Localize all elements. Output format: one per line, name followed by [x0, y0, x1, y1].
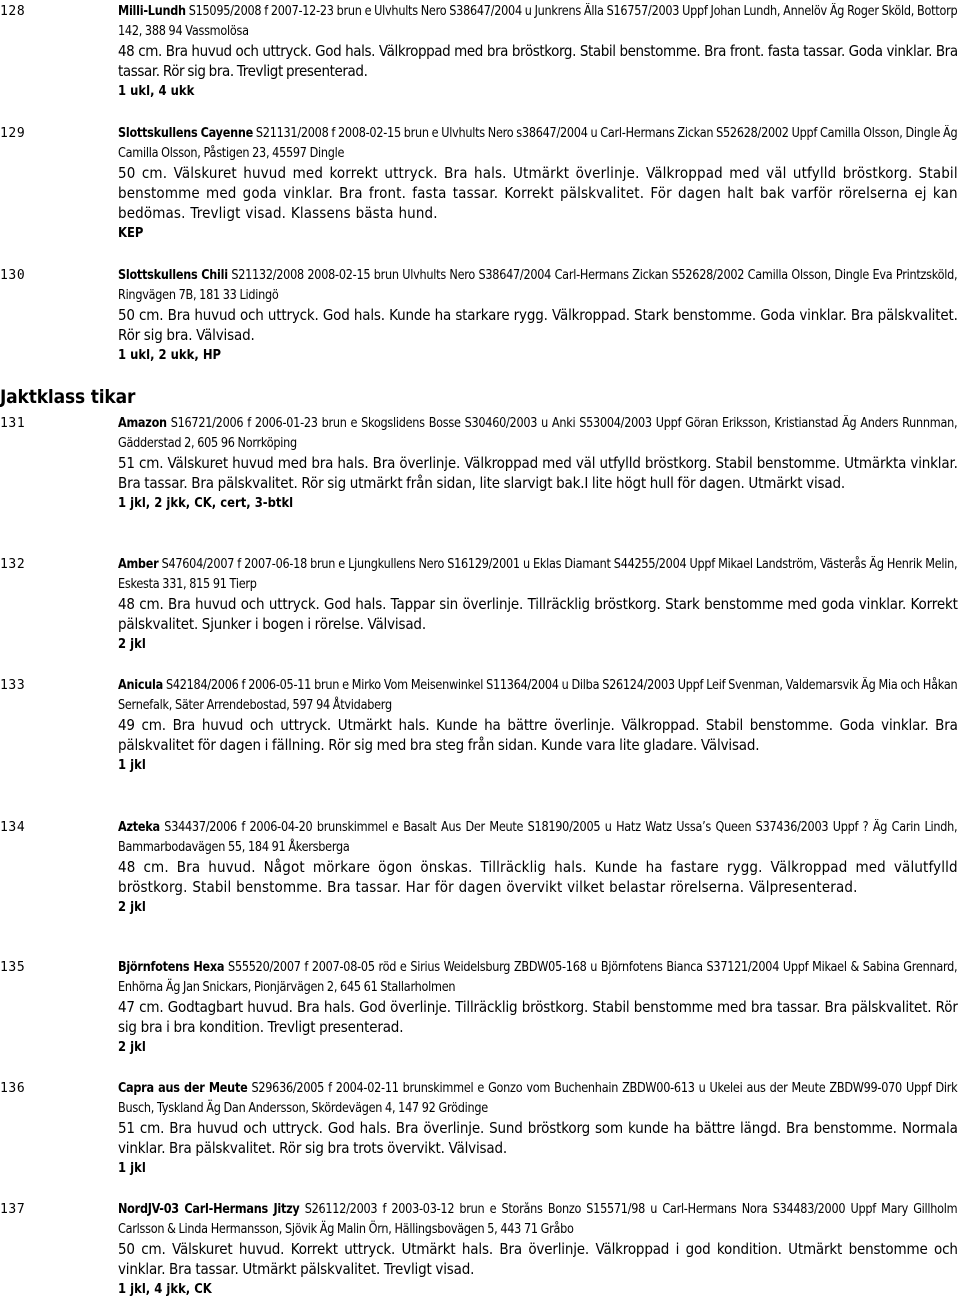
dog-name: Björnfotens Hexa	[118, 960, 225, 975]
dog-result: 1 ukl, 4 ukk	[118, 83, 195, 99]
dog-result: 1 jkl, 4 jkk, CK	[118, 1281, 212, 1297]
dog-details: S42184/2006 f 2006-05-11 brun e Mirko Vom Meisenwinkel S11364/2004 u Dilba S26124/2003 Uppf Leif Svenman, Valdemarsvik Äg Mia och Håkan Sernefalk, Säter Arrendebostad, 597 94 Åtvidaberg	[118, 678, 958, 713]
dog-critique: 51 cm. Välskuret huvud med bra hals. Bra överlinje. Välkroppad med väl utfylld bröstkorg. Stabil benstomme. Utmärkta vinklar. Bra tassar. Bra pälskvalitet. Rör sig utmärkt från sidan, lite slarvigt bak.I lite högt hull för dagen. Utmärkt visad.	[118, 454, 958, 492]
entry-pedigree	[118, 2, 957, 41]
dog-critique: 48 cm. Bra huvud och uttryck. God hals. Välkroppad med bra bröstkorg. Stabil benstomme. Bra front. fasta tassar. Goda vinklar. Bra tassar. Rör sig bra. Trevligt presenterad.	[118, 42, 958, 80]
entry-body	[118, 124, 958, 243]
dog-result: 1 jkl, 2 jkk, CK, cert, 3-btkl	[118, 495, 294, 511]
dog-critique: 48 cm. Bra huvud och uttryck. God hals. Tappar sin överlinje. Tillräcklig bröstkorg. Stark benstomme med goda vinklar. Korrekt pälskvalitet. Sjunker i bogen i rörelse. Välvisad.	[118, 595, 958, 633]
entry-number: 137	[0, 1202, 26, 1217]
dog-details: S55520/2007 f 2007-08-05 röd e Sirius Weidelsburg ZBDW05-168 u Björnfotens Bianca S37121/2004 Uppf Mikael & Sabina Grennard, Enhörna Äg Jan Snickars, Pionjärvägen 2, 645 61 Stallarholmen	[118, 960, 958, 995]
dog-critique: 50 cm. Välskuret huvud med korrekt uttryck. Bra hals. Utmärkt överlinje. Välkroppad med väl utfylld bröstkorg. Stabil benstomme med goda vinklar. Bra front. fasta tassar. Korrekt pälskvalitet. För dagen halt bak varför rörelserna ej kan bedömas. Trevligt visad. Klassens bästa hund.	[118, 164, 958, 222]
entry-body	[118, 1200, 958, 1299]
entry-number: 131	[0, 416, 26, 431]
dog-name: Capra aus der Meute	[118, 1081, 248, 1096]
entry-body	[118, 1079, 958, 1178]
entry-pedigree	[118, 414, 957, 453]
dog-details: S34437/2006 f 2006-04-20 brunskimmel e Basalt Aus Der Meute S18190/2005 u Hatz Watz Ussa’s Queen S37436/2003 Uppf ? Äg Carin Lindh, Bammarbodavägen 55, 184 91 Åkersberga	[118, 820, 958, 855]
entry-body	[118, 414, 958, 513]
dog-result: 1 jkl	[118, 1160, 146, 1176]
dog-details: S29636/2005 f 2004-02-11 brunskimmel e Gonzo vom Buchenhain ZBDW00-613 u Ukelei aus der Meute ZBDW99-070 Uppf Dirk Busch, Tyskland Äg Dan Andersson, Skördevägen 4, 147 92 Grödinge	[118, 1081, 958, 1116]
entry-body	[118, 818, 958, 917]
entry-pedigree	[118, 555, 957, 594]
entry-body	[118, 676, 958, 775]
entry-pedigree	[118, 1200, 957, 1239]
entry-number: 133	[0, 678, 26, 693]
entry-number: 134	[0, 820, 26, 835]
dog-name: Amber	[118, 557, 159, 572]
dog-details: S16721/2006 f 2006-01-23 brun e Skogslidens Bosse S30460/2003 u Anki S53004/2003 Uppf Göran Eriksson, Kristianstad Äg Anders Runnman, Gädderstad 2, 605 96 Norrköping	[118, 416, 958, 451]
dog-details: S26112/2003 f 2003-03-12 brun e Storåns Bonzo S15571/98 u Carl-Hermans Nora S34483/2000 Uppf Mary Gillholm Carlsson & Linda Hermansson, Sjövik Äg Malin Örn, Hällingsbovägen 5, 443 71 Gråbo	[118, 1202, 958, 1237]
dog-name: NordJV-03 Carl-Hermans Jitzy	[118, 1202, 300, 1217]
dog-name: Slottskullens Chili	[118, 268, 228, 283]
entry-number: 130	[0, 268, 26, 283]
entry-number: 129	[0, 126, 26, 141]
entry-pedigree	[118, 676, 957, 715]
dog-name: Slottskullens Cayenne	[118, 126, 254, 141]
entry-pedigree	[118, 958, 957, 997]
entry-body	[118, 2, 958, 101]
dog-result: KEP	[118, 225, 144, 241]
entry-pedigree	[118, 266, 957, 305]
entry-body	[118, 958, 958, 1057]
entry-body	[118, 555, 958, 654]
dog-result: 1 ukl, 2 ukk, HP	[118, 347, 222, 363]
dog-critique: 48 cm. Bra huvud. Något mörkare ögon önskas. Tillräcklig hals. Kunde ha fastare rygg. Välkroppad med välutfylld bröstkorg. Stabil benstomme. Bra tassar. Har för dagen övervikt vilket belastar rörelserna. Välpresenterad.	[118, 858, 958, 896]
dog-result: 1 jkl	[118, 757, 146, 773]
entry-pedigree	[118, 818, 957, 857]
entry-body	[118, 266, 958, 365]
dog-details: S21132/2008 2008-02-15 brun Ulvhults Nero S38647/2004 Carl-Hermans Zickan S52628/2002 Camilla Olsson, Dingle Eva Printzsköld, Ringvägen 7B, 181 33 Lidingö	[118, 268, 958, 303]
dog-result: 2 jkl	[118, 636, 146, 652]
dog-critique: 47 cm. Godtagbart huvud. Bra hals. God överlinje. Tillräcklig bröstkorg. Stabil benstomme med bra tassar. Bra pälskvalitet. Rör sig bra i bra kondition. Trevligt presenterad.	[118, 998, 958, 1036]
dog-name: Azteka	[118, 820, 160, 835]
entry-number: 135	[0, 960, 26, 975]
entry-pedigree	[118, 124, 957, 163]
dog-details: S47604/2007 f 2007-06-18 brun e Ljungkullens Nero S16129/2001 u Eklas Diamant S44255/2004 Uppf Mikael Landström, Västerås Äg Henrik Melin, Eskesta 331, 815 91 Tierp	[118, 557, 958, 592]
entry-number: 132	[0, 557, 26, 572]
dog-details: S21131/2008 f 2008-02-15 brun e Ulvhults Nero s38647/2004 u Carl-Hermans Zickan S52628/2002 Uppf Camilla Olsson, Dingle Äg Camilla Olsson, Påstigen 23, 45597 Dingle	[118, 126, 958, 161]
dog-result: 2 jkl	[118, 1039, 146, 1055]
dog-critique: 51 cm. Bra huvud och uttryck. God hals. Bra överlinje. Sund bröstkorg som kunde ha bättre längd. Bra benstomme. Normala vinklar. Bra pälskvalitet. Rör sig bra trots övervikt. Välvisad.	[118, 1119, 958, 1157]
dog-result: 2 jkl	[118, 899, 146, 915]
entry-number: 136	[0, 1081, 26, 1096]
section-title: Jaktklass tikar	[0, 386, 136, 408]
dog-name: Anicula	[118, 678, 163, 693]
dog-name: Amazon	[118, 416, 167, 431]
dog-name: Milli-Lundh	[118, 4, 186, 19]
entry-pedigree	[118, 1079, 957, 1118]
dog-critique: 50 cm. Bra huvud och uttryck. God hals. Kunde ha starkare rygg. Välkroppad. Stark benstomme. Goda vinklar. Bra pälskvalitet. Rör sig bra. Välvisad.	[118, 306, 958, 344]
entry-number: 128	[0, 4, 26, 19]
dog-critique: 50 cm. Välskuret huvud. Korrekt uttryck. Utmärkt hals. Bra överlinje. Välkroppad i god kondition. Utmärkt benstomme och vinklar. Bra tassar. Utmärkt pälskvalitet. Trevligt visad.	[118, 1240, 958, 1278]
dog-critique: 49 cm. Bra huvud och uttryck. Utmärkt hals. Kunde ha bättre överlinje. Välkroppad. Stabil benstomme. Goda vinklar. Bra pälskvalitet för dagen i fällning. Rör sig med bra steg från sidan. Kunde vara lite gladare. Välvisad.	[118, 716, 958, 754]
dog-details: S15095/2008 f 2007-12-23 brun e Ulvhults Nero S38647/2004 u Junkrens Älla S16757/2003 Uppf Johan Lundh, Annelöv Äg Roger Sköld, Bottorp 142, 388 94 Vassmolösa	[118, 4, 958, 39]
